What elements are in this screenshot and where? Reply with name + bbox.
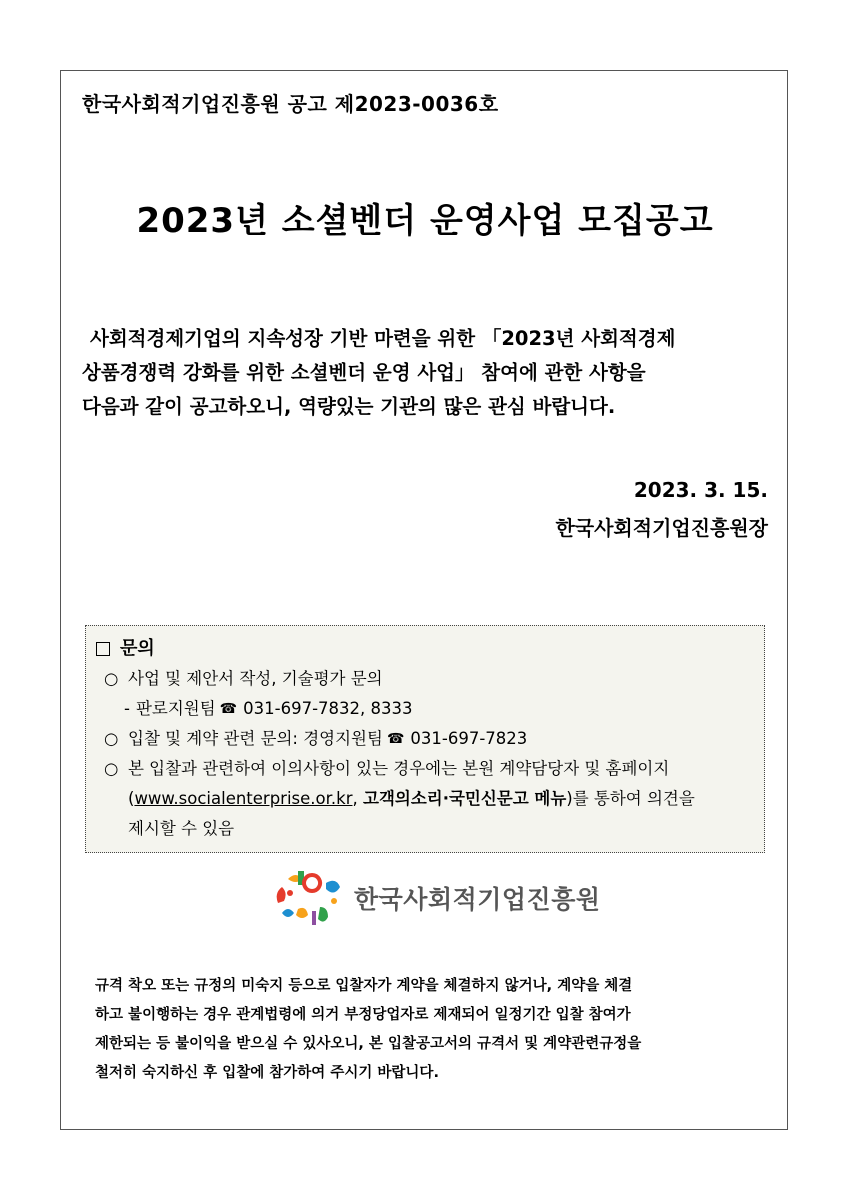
inquiry-item-text: 판로지원팀 xyxy=(135,699,216,718)
phone-icon: ☎ xyxy=(386,731,405,747)
warning-line: 하고 불이행하는 경우 관계법령에 의거 부정당업자로 제재되어 일정기간 입찰 참여가 xyxy=(95,1007,631,1023)
homepage-link[interactable]: www.socialenterprise.or.kr xyxy=(134,789,353,808)
intro-line: 상품경쟁력 강화를 위한 소셜벤더 운영 사업」 참여에 관한 사항을 xyxy=(82,361,646,384)
warning-line: 제한되는 등 불이익을 받으실 수 있사오니, 본 입찰공고서의 규격서 및 계약관련규정을 xyxy=(95,1036,642,1052)
inquiry-item xyxy=(96,664,754,694)
inquiry-heading xyxy=(96,634,754,664)
inquiry-continuation xyxy=(96,784,754,814)
inquiry-continuation-end: 제시할 수 있음 xyxy=(128,819,235,838)
inquiry-item xyxy=(96,754,754,784)
inquiry-item xyxy=(96,694,754,724)
bullet-circle-icon: ○ xyxy=(104,759,119,778)
intro-line: 다음과 같이 공고하오니, 역량있는 기관의 많은 관심 바랍니다. xyxy=(82,395,616,418)
checkbox-square-icon xyxy=(96,642,110,656)
menu-name: 고객의소리·국민신문고 메뉴 xyxy=(363,789,567,808)
phone-icon: ☎ xyxy=(219,701,238,717)
comma: , xyxy=(352,789,358,808)
phone-number: 031-697-7823 xyxy=(410,729,528,748)
inquiry-item-text: 사업 및 제안서 작성, 기술평가 문의 xyxy=(128,669,383,688)
logo-text: 한국사회적기업진흥원 xyxy=(354,885,601,914)
inquiry-item-text: 입찰 및 계약 관련 문의: 경영지원팀 xyxy=(128,729,383,748)
bullet-circle-icon: ○ xyxy=(104,729,119,748)
inquiry-heading-label: 문의 xyxy=(120,638,155,659)
sekea-logo-icon xyxy=(268,863,346,933)
paren-open: ( xyxy=(128,789,135,808)
phone-number: 031-697-7832, 8333 xyxy=(243,699,413,718)
organization-logo xyxy=(268,860,608,936)
intro-paragraph xyxy=(82,322,772,424)
inquiry-line-rest: )를 통하여 의견을 xyxy=(566,789,695,808)
notice-number: 한국사회적기업진흥원 공고 제2023-0036호 xyxy=(82,92,499,116)
warning-paragraph xyxy=(95,972,755,1088)
inquiry-item-text: 본 입찰과 관련하여 이의사항이 있는 경우에는 본원 계약담당자 및 홈페이지 xyxy=(128,759,670,778)
bullet-dash: - xyxy=(124,699,130,718)
intro-line: 사회적경제기업의 지속성장 기반 마련을 위한 「2023년 사회적경제 xyxy=(90,327,676,350)
inquiry-item xyxy=(96,724,754,754)
bullet-circle-icon: ○ xyxy=(104,669,119,688)
page-title: 2023년 소셜벤더 운영사업 모집공고 xyxy=(136,201,714,241)
inquiry-box xyxy=(85,625,765,853)
notice-date: 2023. 3. 15. xyxy=(633,478,768,502)
warning-line: 철저히 숙지하신 후 입찰에 참가하여 주시기 바랍니다. xyxy=(95,1065,439,1081)
warning-line: 규격 착오 또는 규정의 미숙지 등으로 입찰자가 계약을 체결하지 않거나, 계약을 체결 xyxy=(95,978,633,994)
issuer-name: 한국사회적기업진흥원장 xyxy=(555,516,768,540)
